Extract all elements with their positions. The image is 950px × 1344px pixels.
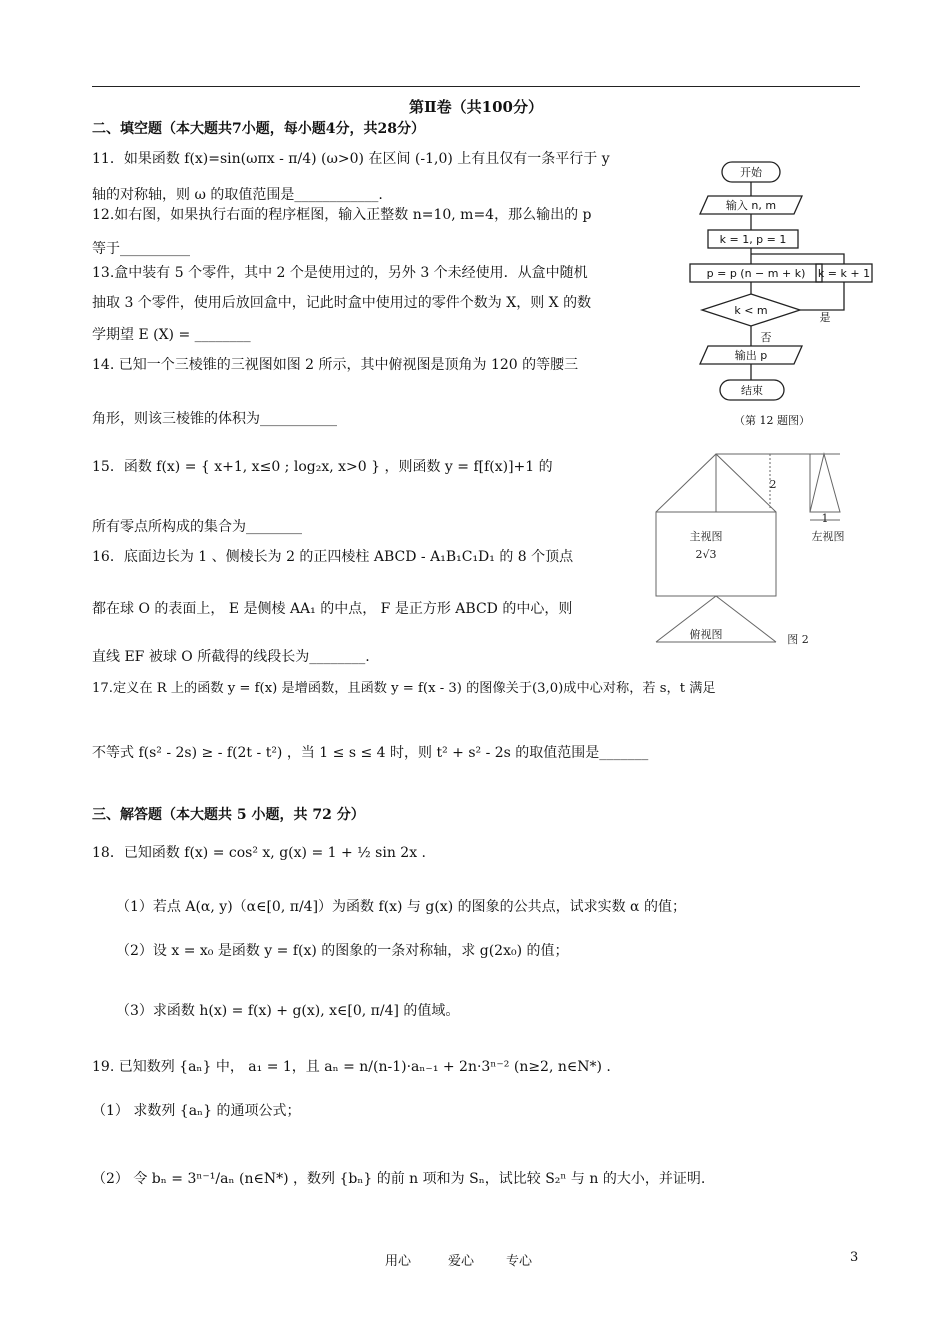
q19-line1: 19. 已知数列 {aₙ} 中， a₁ = 1，且 aₙ = n/(n-1)·aₙ₋₁ + 2n·3ⁿ⁻² (n≥2, n∈N*) . (92, 1059, 611, 1075)
footer-mid: 爱心 (448, 1254, 475, 1269)
top-rule (92, 86, 860, 87)
page-number: 3 (850, 1250, 859, 1265)
footer-right: 专心 (506, 1254, 533, 1269)
q19-part1: （1） 求数列 {aₙ} 的通项公式； (92, 1103, 301, 1119)
q19-part2: （2） 令 bₙ = 3ⁿ⁻¹/aₙ (n∈N*) ，数列 {bₙ} 的前 n 项和为 Sₙ，试比较 S₂ⁿ 与 n 的大小，并证明. (92, 1171, 706, 1187)
flowchart-caption: （第 12 题图） (734, 414, 810, 427)
three-view-side-width: 1 (821, 512, 829, 525)
flow-cond-text: k < m (734, 304, 768, 317)
q14-line2: 角形，则该三棱锥的体积为___________ (92, 411, 337, 427)
q17-line1: 17.定义在 R 上的函数 y = f(x) 是增函数，且函数 y = f(x - 3) 的图像关于(3,0)成中心对称，若 s，t 满足 (92, 681, 716, 696)
q16-line1: 16．底面边长为 1 、侧棱长为 2 的正四棱柱 ABCD - A₁B₁C₁D₁ 的 8 个顶点 (92, 549, 574, 565)
three-view-front-width: 2√3 (695, 548, 717, 561)
q11-line1: 11．如果函数 f(x)=sin(ωπx - π/4) (ω>0) 在区间 (-1,0) 上有且仅有一条平行于 y (92, 151, 610, 167)
flow-init-text: k = 1, p = 1 (719, 233, 787, 246)
q12-line1: 12.如右图，如果执行右面的程序框图，输入正整数 n=10, m=4，那么输出的 p (92, 207, 592, 223)
flow-no-text: 否 (760, 331, 772, 344)
three-view-top-label: 俯视图 (689, 628, 723, 641)
flow-input-text: 输入 n, m (725, 199, 777, 212)
q16-line2: 都在球 O 的表面上， E 是侧棱 AA₁ 的中点， F 是正方形 ABCD 的中心，则 (92, 601, 573, 617)
three-view-side-label: 左视图 (811, 530, 845, 543)
q14-line1: 14. 已知一个三棱锥的三视图如图 2 所示，其中俯视图是顶角为 120 的等腰三 (92, 357, 579, 373)
three-view-height-label: 2 (769, 478, 777, 491)
flowchart-figure (680, 158, 880, 433)
three-view-figure (650, 450, 865, 655)
flow-end-text: 结束 (741, 384, 763, 397)
section3-title: 三、解答题（本大题共 5 小题，共 72 分） (92, 807, 365, 823)
q18-part1: （1）若点 A(α, y)（α∈[0, π/4]）为函数 f(x) 与 g(x) 的图象的公共点，试求实数 α 的值； (116, 899, 686, 915)
q11-line2: 轴的对称轴，则 ω 的取值范围是____________. (92, 187, 383, 203)
figure2-caption: 图 2 (787, 633, 809, 646)
q13-line2: 抽取 3 个零件，使用后放回盒中，记此时盒中使用过的零件个数为 X，则 X 的数 (92, 295, 592, 311)
section2-title: 二、填空题（本大题共7小题，每小题4分，共28分） (92, 121, 425, 137)
q13-line1: 13.盒中装有 5 个零件，其中 2 个是使用过的，另外 3 个未经使用．从盒中随机 (92, 265, 588, 281)
q12-line2: 等于__________ (92, 241, 190, 257)
q18-part3: （3）求函数 h(x) = f(x) + g(x), x∈[0, π/4] 的值域。 (116, 1003, 460, 1019)
footer-left: 用心 (385, 1254, 412, 1269)
flow-output-text: 输出 p (734, 349, 768, 362)
flow-inc-text: k = k + 1 (817, 267, 871, 280)
section-heading: 第Ⅱ卷（共100分） (409, 98, 543, 116)
q13-line3: 学期望 E (X) = ________ (92, 327, 251, 343)
three-view-front-label: 主视图 (689, 530, 723, 543)
flow-start-text: 开始 (740, 166, 762, 179)
q18-part2: （2）设 x = x₀ 是函数 y = f(x) 的图象的一条对称轴，求 g(2x₀) 的值； (116, 943, 569, 959)
flow-yes-text: 是 (819, 311, 831, 324)
flow-calc-text: p = p (n − m + k) (706, 267, 806, 280)
q18-line1: 18．已知函数 f(x) = cos² x, g(x) = 1 + ½ sin 2x . (92, 845, 427, 861)
q15-line1: 15．函数 f(x) = { x+1, x≤0 ; log₂x, x>0 } ，则函数 y = f[f(x)]+1 的 (92, 459, 553, 475)
q15-line2: 所有零点所构成的集合为________ (92, 519, 302, 535)
q17-line2: 不等式 f(s² - 2s) ≥ - f(2t - t²) ，当 1 ≤ s ≤ 4 时，则 t² + s² - 2s 的取值范围是_______ (92, 745, 649, 761)
q16-line3: 直线 EF 被球 O 所截得的线段长为________. (92, 649, 370, 665)
